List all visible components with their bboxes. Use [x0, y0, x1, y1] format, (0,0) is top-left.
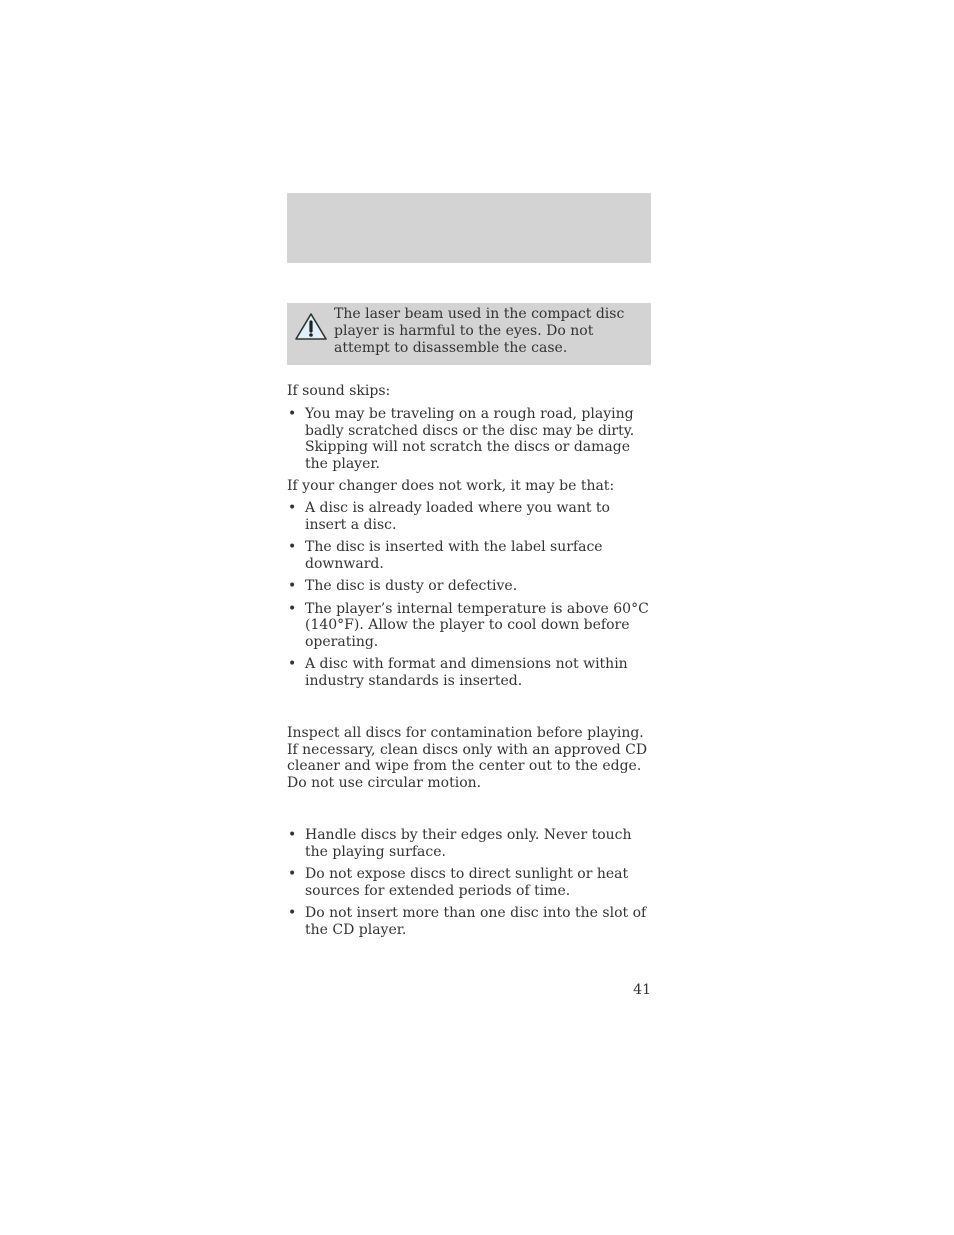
list-item	[287, 866, 651, 899]
bullet-icon: •	[288, 905, 297, 921]
bullet-icon: •	[288, 600, 297, 617]
sound-skips-list	[287, 406, 651, 472]
list-item	[287, 500, 651, 533]
bullet-icon: •	[288, 500, 297, 516]
bullet-icon: •	[288, 406, 297, 422]
list-item	[287, 406, 651, 472]
bullet-icon: •	[288, 656, 297, 672]
list-item	[287, 578, 651, 595]
list-item-text: A disc with format and dimensions not within industry standards is inserted.	[305, 656, 628, 689]
list-item-text: Do not insert more than one disc into the slot of the CD player.	[305, 905, 647, 938]
list-item	[287, 601, 651, 651]
list-item-text: The disc is dusty or defective.	[305, 578, 518, 594]
list-item-text: Do not expose discs to direct sunlight or heat sources for extended periods of time.	[305, 866, 629, 899]
sound-skips-intro: If sound skips:	[287, 383, 391, 399]
list-item-text: You may be traveling on a rough road, playing badly scratched discs or the disc may be dirty. Skipping will not scratch the discs or damage the player.	[305, 406, 635, 472]
list-item-text: The player’s internal temperature is above 60°C (140°F). Allow the player to cool down before operating.	[305, 600, 649, 650]
list-item-text: Handle discs by their edges only. Never touch the playing surface.	[305, 827, 632, 860]
page-number: 41	[633, 982, 651, 998]
list-item	[287, 656, 651, 689]
inspect-paragraph: Inspect all discs for contamination before playing. If necessary, clean discs only with an approved CD cleaner and wipe from the center out to the edge. Do not use circular motion.	[287, 725, 648, 791]
list-item-text: The disc is inserted with the label surface downward.	[305, 539, 603, 572]
list-item-text: A disc is already loaded where you want to insert a disc.	[305, 500, 610, 533]
list-item	[287, 905, 651, 938]
list-item	[287, 827, 651, 860]
warning-text: The laser beam used in the compact disc player is harmful to the eyes. Do not attempt to disassemble the case.	[334, 306, 625, 356]
bullet-icon: •	[288, 866, 297, 882]
bullet-icon: •	[288, 539, 297, 555]
changer-list	[287, 500, 651, 689]
bullet-icon: •	[288, 827, 297, 843]
bullet-icon: •	[288, 578, 297, 594]
warning-box	[287, 303, 651, 365]
list-item	[287, 539, 651, 572]
handling-list	[287, 827, 651, 938]
warning-triangle-icon	[294, 312, 328, 342]
header-band	[287, 193, 651, 263]
changer-intro: If your changer does not work, it may be that:	[287, 478, 615, 494]
